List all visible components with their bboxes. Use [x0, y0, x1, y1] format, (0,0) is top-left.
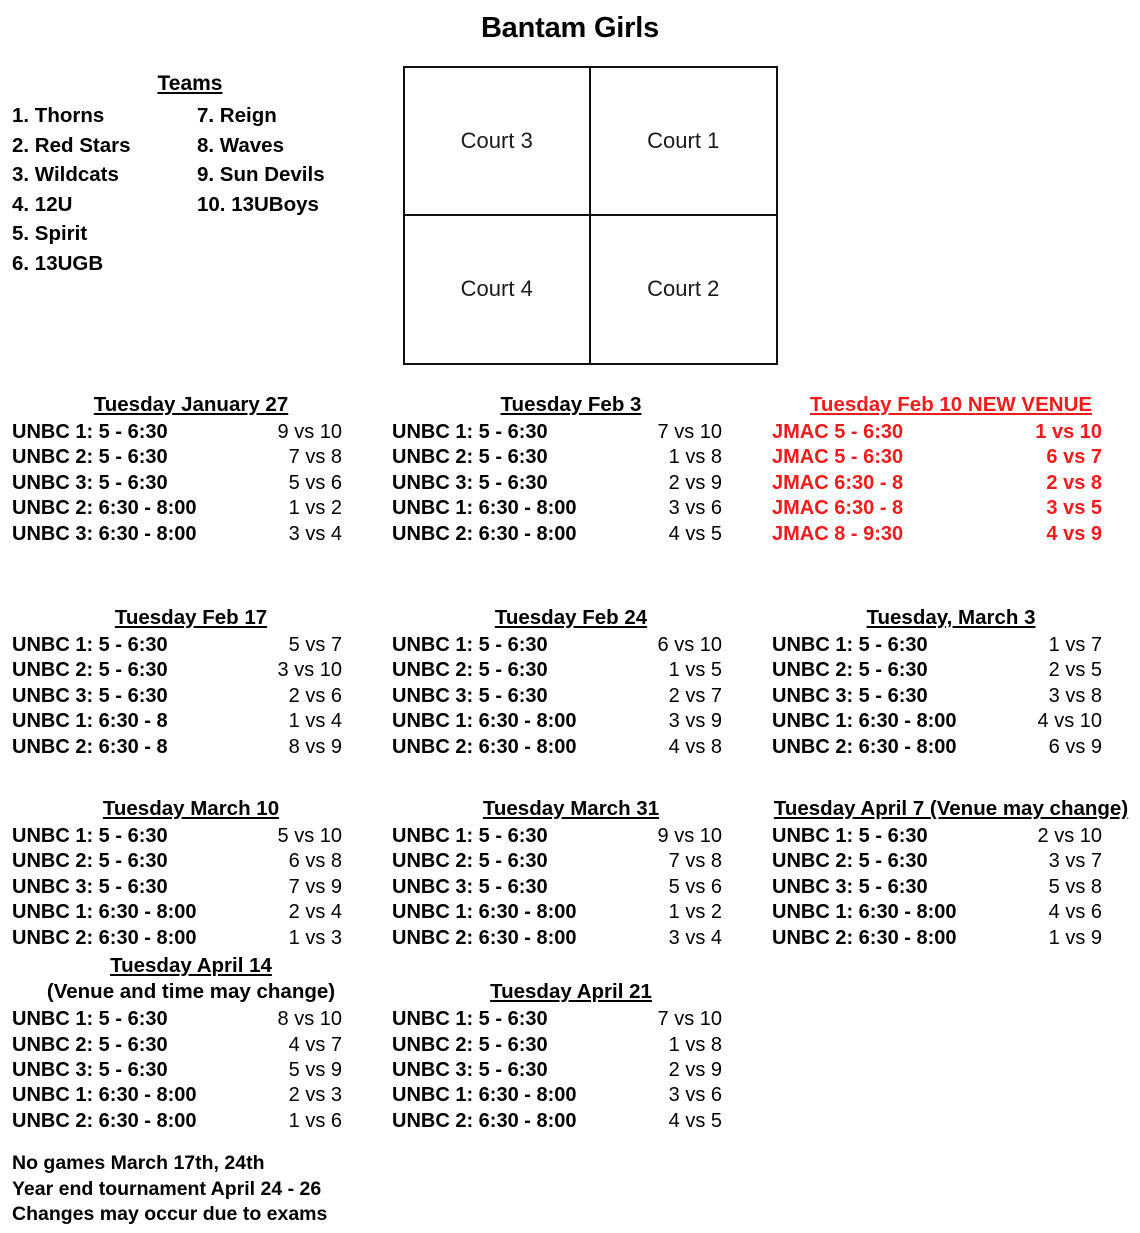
game-matchup: 4 vs 7 — [288, 1033, 342, 1056]
schedule-block-heading — [392, 979, 750, 1005]
game-matchup: 6 vs 7 — [1046, 446, 1102, 469]
game-slot: UNBC 2: 5 - 6:30 — [12, 446, 168, 469]
schedule-game-row — [12, 1109, 370, 1134]
team-item: 8. Waves — [197, 133, 284, 157]
game-matchup: 7 vs 10 — [657, 421, 722, 443]
schedule-game-row — [772, 658, 1130, 683]
schedule-block — [0, 953, 380, 1134]
game-slot: UNBC 3: 5 - 6:30 — [12, 471, 168, 494]
game-matchup: 1 vs 8 — [668, 1033, 722, 1056]
game-matchup: 9 vs 10 — [277, 421, 342, 443]
court-cell-top-left: Court 3 — [405, 68, 591, 216]
schedule-game-row — [392, 1007, 750, 1032]
game-matchup: 4 vs 6 — [1048, 901, 1102, 924]
schedule-game-row — [392, 1058, 750, 1083]
game-matchup: 8 vs 10 — [277, 1008, 342, 1031]
schedule-game-row — [772, 633, 1130, 658]
schedule-game-row — [392, 849, 750, 874]
game-matchup: 1 vs 2 — [288, 497, 342, 520]
schedule-game-row — [772, 471, 1130, 496]
schedule-block-date: Tuesday Feb 3 — [500, 393, 642, 416]
game-matchup: 5 vs 8 — [1048, 875, 1102, 898]
schedule-block-games — [12, 420, 370, 547]
game-slot: JMAC 6:30 - 8 — [772, 497, 904, 520]
game-matchup: 3 vs 8 — [1048, 684, 1102, 707]
game-matchup: 7 vs 8 — [668, 850, 722, 873]
game-matchup: 8 vs 9 — [288, 735, 342, 758]
schedule-block-games — [12, 824, 370, 951]
game-matchup: 5 vs 10 — [277, 825, 342, 848]
game-slot: UNBC 3: 5 - 6:30 — [12, 1058, 168, 1081]
schedule-block-games — [392, 633, 750, 760]
game-matchup: 2 vs 8 — [1046, 471, 1102, 494]
game-slot: UNBC 3: 5 - 6:30 — [772, 684, 928, 707]
schedule-game-row — [772, 900, 1130, 925]
schedule-game-row — [772, 522, 1130, 547]
game-slot: UNBC 3: 5 - 6:30 — [392, 684, 548, 707]
schedule-game-row — [772, 849, 1130, 874]
page-title: Bantam Girls — [480, 12, 660, 44]
game-slot: JMAC 5 - 6:30 — [772, 421, 904, 443]
schedule-game-row — [772, 824, 1130, 849]
game-matchup: 3 vs 7 — [1048, 850, 1102, 873]
game-slot: UNBC 1: 5 - 6:30 — [12, 421, 168, 443]
note-line: Changes may occur due to exams — [12, 1203, 328, 1225]
game-slot: UNBC 1: 5 - 6:30 — [12, 825, 168, 848]
game-slot: UNBC 2: 5 - 6:30 — [392, 659, 548, 682]
game-slot: UNBC 2: 5 - 6:30 — [12, 659, 168, 682]
game-matchup: 6 vs 8 — [288, 850, 342, 873]
schedule-block — [380, 796, 760, 951]
game-matchup: 1 vs 2 — [668, 901, 722, 924]
note-line: No games March 17th, 24th — [12, 1152, 265, 1174]
schedule-game-row — [392, 420, 750, 445]
game-slot: UNBC 1: 6:30 - 8 — [12, 710, 168, 733]
schedule-game-row — [392, 875, 750, 900]
team-item: 7. Reign — [197, 104, 277, 127]
team-item: 5. Spirit — [12, 222, 88, 246]
game-slot: UNBC 2: 6:30 - 8:00 — [12, 1109, 197, 1132]
game-matchup: 4 vs 8 — [668, 735, 722, 758]
game-slot: UNBC 3: 5 - 6:30 — [392, 875, 548, 898]
game-slot: UNBC 1: 5 - 6:30 — [392, 825, 548, 848]
game-matchup: 3 vs 4 — [288, 522, 342, 545]
schedule-game-row — [392, 633, 750, 658]
game-matchup: 2 vs 10 — [1037, 825, 1102, 848]
game-matchup: 1 vs 6 — [288, 1109, 342, 1132]
schedule-block-heading — [772, 796, 1130, 822]
game-slot: UNBC 3: 5 - 6:30 — [12, 875, 168, 898]
schedule-game-row — [12, 926, 370, 951]
game-matchup: 1 vs 3 — [288, 926, 342, 949]
schedule-game-row — [12, 445, 370, 470]
schedule-game-row — [12, 420, 370, 445]
game-matchup: 5 vs 7 — [288, 634, 342, 657]
game-slot: UNBC 3: 5 - 6:30 — [392, 471, 548, 494]
schedule-block-games — [392, 824, 750, 951]
schedule-game-row — [772, 926, 1130, 951]
game-slot: UNBC 1: 6:30 - 8:00 — [772, 710, 957, 733]
court-layout-diagram — [403, 66, 778, 365]
game-matchup: 7 vs 8 — [288, 446, 342, 469]
game-slot: UNBC 2: 6:30 - 8:00 — [772, 926, 957, 949]
game-matchup: 3 vs 4 — [668, 926, 722, 949]
game-slot: UNBC 2: 5 - 6:30 — [392, 850, 548, 873]
schedule-game-row — [772, 709, 1130, 734]
game-slot: UNBC 1: 5 - 6:30 — [772, 634, 928, 657]
schedule-block-date: Tuesday April 21 — [490, 980, 652, 1004]
team-item: 6. 13UGB — [12, 251, 104, 275]
schedule-block-heading — [772, 605, 1130, 631]
game-slot: UNBC 2: 6:30 - 8:00 — [12, 926, 197, 949]
game-matchup: 3 vs 6 — [668, 497, 722, 520]
game-matchup: 4 vs 5 — [668, 1109, 722, 1132]
schedule-block — [760, 392, 1140, 547]
schedule-game-row — [12, 1007, 370, 1032]
schedule-block-games — [772, 633, 1130, 760]
game-slot: UNBC 1: 5 - 6:30 — [392, 634, 548, 657]
schedule-game-row — [392, 684, 750, 709]
game-matchup: 3 vs 9 — [668, 710, 722, 733]
schedule-grid — [0, 392, 1140, 1134]
schedule-game-row — [772, 684, 1130, 709]
schedule-game-row — [392, 1109, 750, 1134]
schedule-game-row — [392, 735, 750, 760]
game-slot: UNBC 2: 6:30 - 8:00 — [392, 1109, 577, 1132]
game-slot: JMAC 5 - 6:30 — [772, 446, 904, 469]
schedule-game-row — [772, 496, 1130, 521]
game-slot: UNBC 2: 6:30 - 8 — [12, 735, 168, 758]
schedule-block-date: Tuesday Feb 17 — [114, 606, 268, 630]
game-slot: UNBC 3: 6:30 - 8:00 — [12, 522, 197, 545]
schedule-block-date: Tuesday March 31 — [482, 797, 660, 821]
game-matchup: 7 vs 9 — [288, 875, 342, 898]
game-slot: UNBC 1: 6:30 - 8:00 — [392, 497, 577, 520]
game-slot: UNBC 2: 6:30 - 8:00 — [12, 497, 197, 520]
schedule-block — [380, 392, 760, 547]
schedule-block — [760, 605, 1140, 760]
game-slot: UNBC 1: 6:30 - 8:00 — [392, 901, 577, 924]
game-matchup: 4 vs 9 — [1046, 522, 1102, 545]
game-matchup: 2 vs 9 — [668, 1058, 722, 1081]
game-matchup: 1 vs 7 — [1048, 634, 1102, 657]
game-slot: UNBC 1: 6:30 - 8:00 — [12, 901, 197, 924]
schedule-game-row — [12, 900, 370, 925]
schedule-block-date: Tuesday Feb 10 NEW VENUE — [809, 393, 1093, 416]
schedule-block — [0, 392, 380, 547]
schedule-block-games — [12, 1007, 370, 1134]
schedule-game-row — [392, 658, 750, 683]
game-slot: UNBC 2: 6:30 - 8:00 — [392, 522, 577, 545]
game-matchup: 2 vs 7 — [668, 684, 722, 707]
game-matchup: 2 vs 3 — [288, 1084, 342, 1107]
schedule-game-row — [12, 1058, 370, 1083]
schedule-game-row — [12, 633, 370, 658]
schedule-block-subheading: (Venue and time may change) — [46, 980, 336, 1004]
schedule-game-row — [392, 522, 750, 547]
schedule-game-row — [12, 875, 370, 900]
schedule-game-row — [772, 735, 1130, 760]
schedule-block — [760, 796, 1140, 951]
schedule-game-row — [392, 1083, 750, 1108]
footer-notes — [12, 1151, 512, 1228]
schedule-block-heading — [392, 605, 750, 631]
schedule-game-row — [12, 471, 370, 496]
game-matchup: 3 vs 5 — [1046, 497, 1102, 520]
schedule-block-date: Tuesday January 27 — [93, 393, 289, 416]
schedule-block-games — [392, 420, 750, 547]
game-slot: UNBC 1: 6:30 - 8:00 — [772, 901, 957, 924]
schedule-block-heading — [12, 605, 370, 631]
schedule-game-row — [392, 824, 750, 849]
team-item: 1. Thorns — [12, 104, 105, 127]
team-item: 9. Sun Devils — [197, 163, 325, 187]
schedule-row — [0, 605, 1140, 760]
schedule-game-row — [392, 496, 750, 521]
schedule-game-row — [12, 735, 370, 760]
game-slot: UNBC 1: 5 - 6:30 — [12, 1008, 168, 1031]
game-slot: UNBC 2: 5 - 6:30 — [772, 659, 928, 682]
game-matchup: 2 vs 9 — [668, 471, 722, 494]
schedule-block — [0, 605, 380, 760]
game-matchup: 2 vs 4 — [288, 901, 342, 924]
schedule-block-heading — [12, 953, 370, 979]
schedule-game-row — [392, 1033, 750, 1058]
schedule-block — [0, 796, 380, 951]
game-matchup: 1 vs 9 — [1048, 926, 1102, 949]
game-matchup: 6 vs 10 — [657, 634, 722, 657]
schedule-game-row — [12, 522, 370, 547]
game-slot: JMAC 8 - 9:30 — [772, 522, 904, 545]
game-matchup: 5 vs 6 — [668, 875, 722, 898]
team-item: 4. 12U — [12, 192, 73, 216]
court-cell-bottom-right: Court 2 — [647, 276, 720, 302]
game-slot: UNBC 1: 6:30 - 8:00 — [392, 1084, 577, 1107]
game-slot: UNBC 2: 6:30 - 8:00 — [392, 926, 577, 949]
game-matchup: 5 vs 6 — [288, 471, 342, 494]
schedule-block-heading — [12, 392, 370, 418]
game-slot: UNBC 1: 5 - 6:30 — [392, 421, 548, 443]
schedule-block-date: Tuesday April 7 (Venue may change) — [773, 797, 1129, 821]
schedule-block-date: Tuesday March 10 — [102, 797, 280, 821]
schedule-block-heading — [12, 796, 370, 822]
game-matchup: 2 vs 6 — [288, 684, 342, 707]
schedule-block-games — [772, 420, 1130, 547]
schedule-block-date: Tuesday, March 3 — [866, 606, 1036, 630]
team-item: 2. Red Stars — [12, 133, 131, 157]
game-slot: UNBC 1: 6:30 - 8:00 — [12, 1084, 197, 1107]
schedule-block-date: Tuesday April 14 — [110, 954, 272, 978]
teams-panel — [12, 72, 382, 279]
schedule-row — [0, 954, 1140, 1134]
game-slot: UNBC 3: 5 - 6:30 — [772, 875, 928, 898]
team-item: 10. 13UBoys — [197, 192, 319, 216]
schedule-game-row — [12, 658, 370, 683]
schedule-block-heading — [392, 796, 750, 822]
team-item: 3. Wildcats — [12, 163, 119, 187]
schedule-game-row — [12, 824, 370, 849]
teams-column-right — [197, 101, 382, 279]
schedule-game-row — [772, 420, 1130, 445]
game-slot: JMAC 6:30 - 8 — [772, 471, 904, 494]
schedule-row — [0, 392, 1140, 547]
schedule-game-row — [12, 684, 370, 709]
game-slot: UNBC 2: 6:30 - 8:00 — [772, 735, 957, 758]
game-matchup: 9 vs 10 — [657, 825, 722, 848]
teams-columns — [12, 101, 382, 279]
schedule-game-row — [772, 445, 1130, 470]
game-matchup: 4 vs 10 — [1037, 710, 1102, 733]
game-slot: UNBC 2: 6:30 - 8:00 — [392, 735, 577, 758]
schedule-block-games — [12, 633, 370, 760]
schedule-game-row — [12, 849, 370, 874]
game-slot: UNBC 2: 5 - 6:30 — [392, 1033, 548, 1056]
schedule-block — [380, 605, 760, 760]
teams-column-left — [12, 101, 197, 279]
game-matchup: 7 vs 10 — [657, 1008, 722, 1031]
teams-heading: Teams — [157, 72, 223, 95]
schedule-block-games — [392, 1007, 750, 1134]
schedule-game-row — [392, 445, 750, 470]
game-matchup: 3 vs 6 — [668, 1084, 722, 1107]
schedule-game-row — [392, 471, 750, 496]
schedule-block-date: Tuesday Feb 24 — [494, 606, 648, 630]
schedule-block — [380, 979, 760, 1134]
game-matchup: 6 vs 9 — [1048, 735, 1102, 758]
game-slot: UNBC 2: 5 - 6:30 — [772, 850, 928, 873]
game-matchup: 2 vs 5 — [1048, 659, 1102, 682]
schedule-game-row — [392, 900, 750, 925]
game-slot: UNBC 2: 5 - 6:30 — [392, 446, 548, 469]
game-matchup: 5 vs 9 — [288, 1058, 342, 1081]
game-matchup: 4 vs 5 — [668, 522, 722, 545]
game-slot: UNBC 2: 5 - 6:30 — [12, 850, 168, 873]
schedule-game-row — [392, 709, 750, 734]
schedule-game-row — [392, 926, 750, 951]
game-slot: UNBC 1: 5 - 6:30 — [392, 1008, 548, 1031]
schedule-game-row — [12, 1083, 370, 1108]
schedule-block-heading — [392, 392, 750, 418]
schedule-game-row — [772, 875, 1130, 900]
game-matchup: 1 vs 10 — [1035, 421, 1102, 443]
game-slot: UNBC 1: 6:30 - 8:00 — [392, 710, 577, 733]
schedule-block-heading — [772, 392, 1130, 418]
schedule-block-games — [772, 824, 1130, 951]
game-slot: UNBC 1: 5 - 6:30 — [12, 634, 168, 657]
schedule-game-row — [12, 496, 370, 521]
schedule-game-row — [12, 1033, 370, 1058]
game-matchup: 1 vs 4 — [288, 710, 342, 733]
schedule-game-row — [12, 709, 370, 734]
court-cell-top-right: Court 1 — [591, 68, 777, 216]
court-cell-bottom-left: Court 4 — [405, 216, 591, 364]
game-slot: UNBC 2: 5 - 6:30 — [12, 1033, 168, 1056]
game-matchup: 3 vs 10 — [277, 659, 342, 682]
schedule-row — [0, 796, 1140, 951]
game-slot: UNBC 1: 5 - 6:30 — [772, 825, 928, 848]
game-slot: UNBC 3: 5 - 6:30 — [12, 684, 168, 707]
game-matchup: 1 vs 8 — [668, 446, 722, 469]
note-line: Year end tournament April 24 - 26 — [12, 1177, 322, 1200]
game-slot: UNBC 3: 5 - 6:30 — [392, 1058, 548, 1081]
game-matchup: 1 vs 5 — [668, 659, 722, 682]
